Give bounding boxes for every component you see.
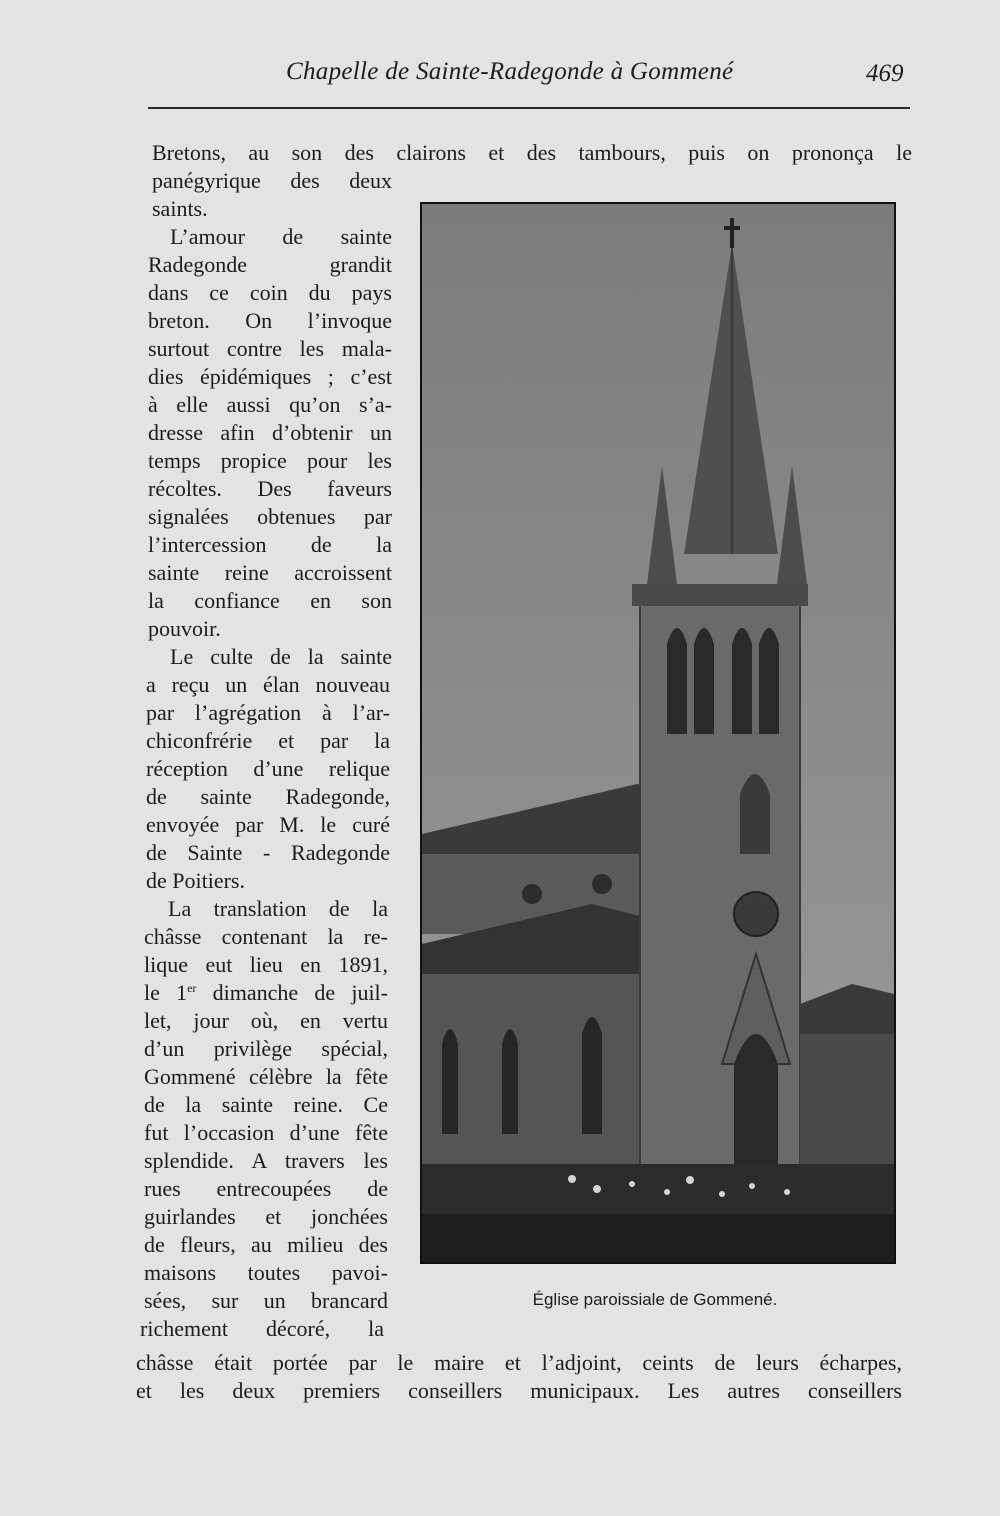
body-line: dresse afin d’obtenir un — [148, 420, 392, 445]
church-illustration — [422, 204, 894, 1262]
header-rule — [148, 107, 910, 109]
body-line: rues entrecoupées de — [144, 1176, 388, 1201]
body-line: L’amour de sainte — [170, 224, 392, 249]
body-line: panégyrique des deux — [152, 168, 392, 193]
body-line: châsse était portée par le maire et l’adjoint, ceints de leurs écharpes, — [136, 1350, 902, 1375]
body-line: surtout contre les mala- — [148, 336, 392, 361]
page-number: 469 — [866, 60, 904, 87]
body-line: breton. On l’invoque — [148, 308, 392, 333]
body-line: de sainte Radegonde, — [146, 784, 390, 809]
body-line: lique eut lieu en 1891, — [144, 952, 388, 977]
body-line: de Poitiers. — [146, 868, 245, 893]
body-line: chiconfrérie et par la — [146, 728, 390, 753]
body-line: réception d’une relique — [146, 756, 390, 781]
body-line: envoyée par M. le curé — [146, 812, 390, 837]
body-line: splendide. A travers les — [144, 1148, 388, 1173]
body-line: dans ce coin du pays — [148, 280, 392, 305]
body-line: signalées obtenues par — [148, 504, 392, 529]
ordinal-superscript: er — [187, 981, 197, 995]
body-line: de la sainte reine. Ce — [144, 1092, 388, 1117]
body-line: à elle aussi qu’on s’a- — [148, 392, 392, 417]
body-line: l’intercession de la — [148, 532, 392, 557]
body-line: a reçu un élan nouveau — [146, 672, 390, 697]
body-line: châsse contenant la re- — [144, 924, 388, 949]
body-line: maisons toutes pavoi- — [144, 1260, 388, 1285]
body-line: richement décoré, la — [140, 1316, 384, 1341]
body-line: sées, sur un brancard — [144, 1288, 388, 1313]
body-line: de fleurs, au milieu des — [144, 1232, 388, 1257]
body-line: d’un privilège spécial, — [144, 1036, 388, 1061]
body-line: pouvoir. — [148, 616, 221, 641]
body-line: Bretons, au son des clairons et des tambours, puis on prononça le — [152, 140, 912, 165]
body-line: guirlandes et jonchées — [144, 1204, 388, 1229]
body-line: fut l’occasion d’une fête — [144, 1120, 388, 1145]
body-line: dies épidémiques ; c’est — [148, 364, 392, 389]
body-line: récoltes. Des faveurs — [148, 476, 392, 501]
running-title: Chapelle de Sainte-Radegonde à Gommené — [286, 58, 734, 85]
body-line: sainte reine accroissent — [148, 560, 392, 585]
body-line: la confiance en son — [148, 588, 392, 613]
body-line: par l’agrégation à l’ar- — [146, 700, 390, 725]
body-line: Le culte de la sainte — [170, 644, 392, 669]
church-photograph — [420, 202, 896, 1264]
line-text: le 1 — [144, 980, 188, 1005]
line-text: dimanche de juil- — [196, 980, 388, 1005]
body-line: saints. — [152, 196, 208, 221]
body-line: let, jour où, en vertu — [144, 1008, 388, 1033]
body-line: de Sainte - Radegonde — [146, 840, 390, 865]
body-line: Radegonde grandit — [148, 252, 392, 277]
body-line: La translation de la — [168, 896, 388, 921]
figure-caption: Église paroissiale de Gommené. — [532, 1290, 778, 1309]
body-line: temps propice pour les — [148, 448, 392, 473]
body-line — [144, 980, 388, 1006]
body-line: et les deux premiers conseillers municipaux. Les autres conseillers — [136, 1378, 902, 1403]
body-line: Gommené célèbre la fête — [144, 1064, 388, 1089]
